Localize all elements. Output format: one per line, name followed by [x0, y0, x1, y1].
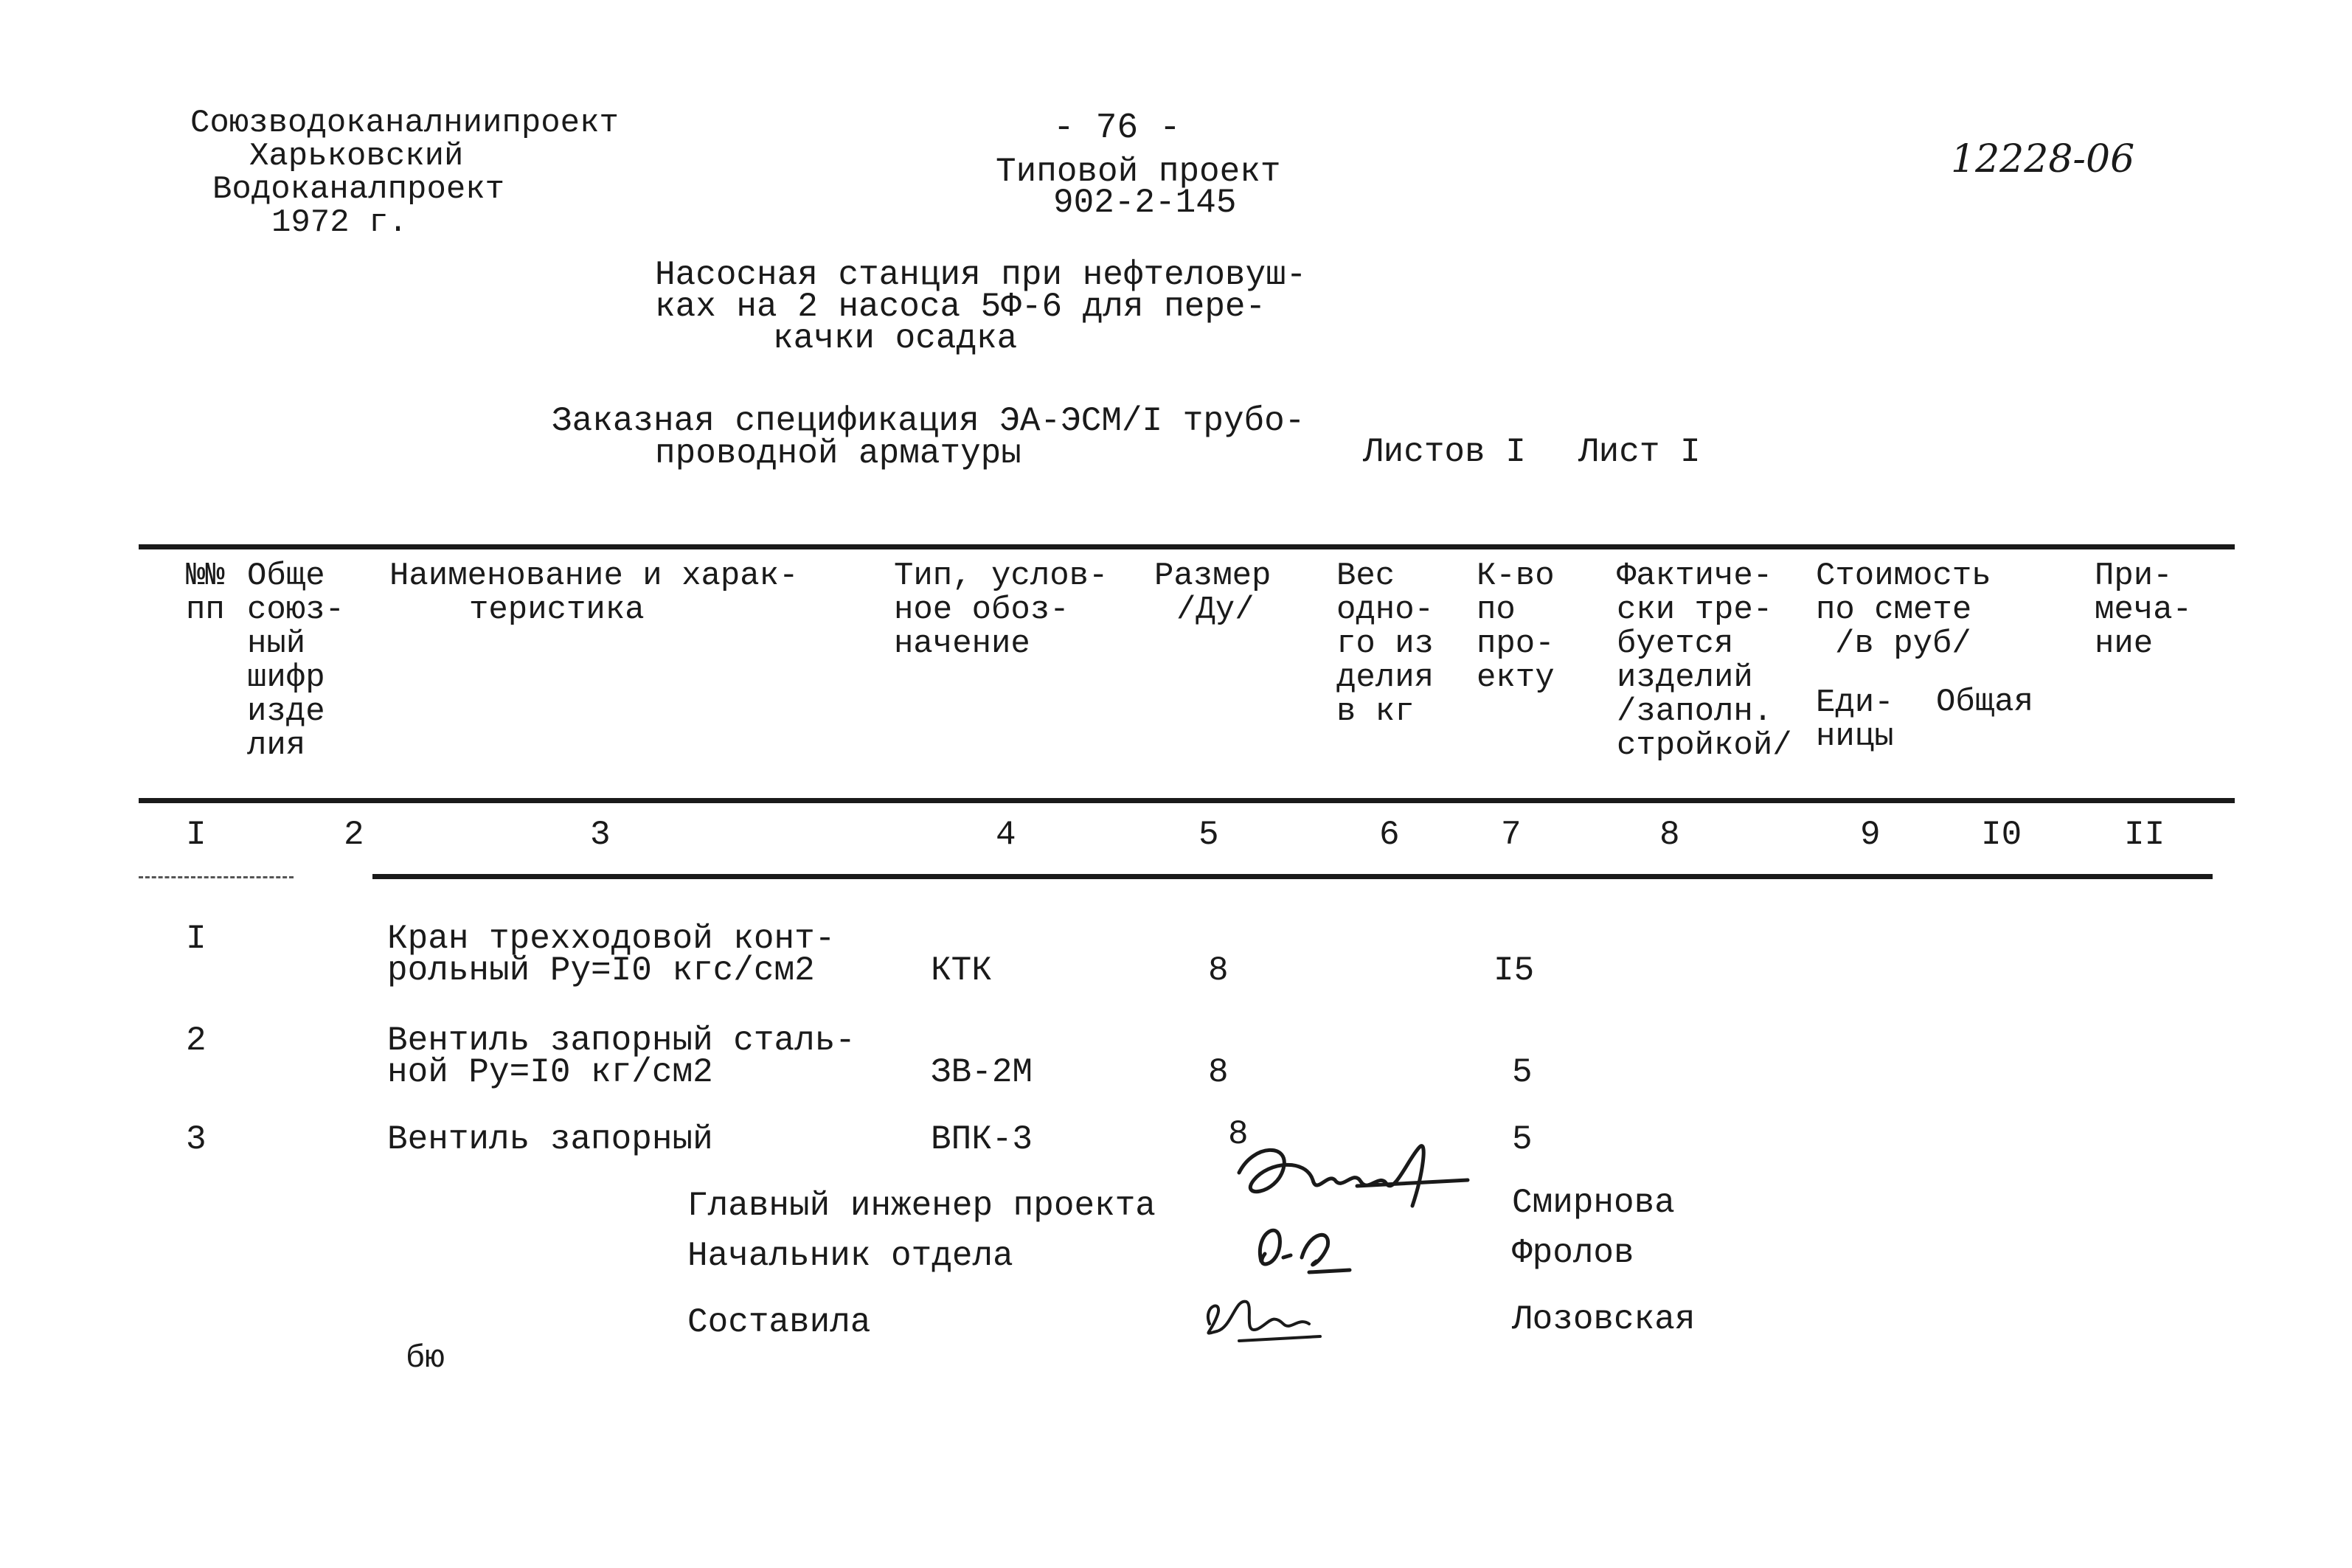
- page-number: - 76 -: [1053, 108, 1181, 148]
- col-number-1: I: [186, 816, 207, 854]
- row-name-line-1: Кран трехходовой конт-: [387, 920, 836, 958]
- row-size: 8: [1208, 1053, 1229, 1092]
- row-qty: 5: [1512, 1120, 1533, 1159]
- org-line-1: Союзводоканалниипроект: [190, 105, 619, 142]
- spec-line-2: проводной арматуры: [655, 434, 1021, 473]
- sheet-number: Лист I: [1578, 433, 1701, 471]
- signature-role-department-head: Начальник отдела: [687, 1237, 1013, 1275]
- signature-scribble-compiler: [1195, 1283, 1328, 1350]
- col-number-8: 8: [1659, 816, 1680, 854]
- signature-name-compiler: Лозовская: [1512, 1300, 1696, 1339]
- signature-scribble-department-head: [1239, 1202, 1357, 1283]
- table-top-rule: [139, 544, 2235, 549]
- signature-name-chief-engineer: Смирнова: [1512, 1184, 1675, 1222]
- row-name-line-1: Вентиль запорный сталь-: [387, 1021, 856, 1060]
- col-number-10: I0: [1981, 816, 2022, 854]
- row-size: 8: [1228, 1115, 1249, 1154]
- header-bottom-rule: [139, 798, 2235, 803]
- org-line-2: Харьковский: [249, 138, 464, 175]
- col-numbers-bottom-rule: [372, 874, 2213, 879]
- project-number: 902-2-145: [1053, 184, 1237, 222]
- row-number: I: [186, 920, 207, 958]
- header-col-5: Размер /Ду/: [1154, 558, 1272, 628]
- row-name-line-2: рольный Ру=I0 кгс/см2: [387, 951, 815, 990]
- header-col-1: №№ пп: [186, 558, 225, 628]
- header-col-7: К-во по про- екту: [1477, 558, 1555, 696]
- col-numbers-dash-left: [139, 876, 294, 878]
- row-name-line-1: Вентиль запорный: [387, 1120, 713, 1159]
- org-line-3: Водоканалпроект: [212, 171, 505, 208]
- spec-line-1: Заказная спецификация ЭА-ЭСМ/I трубо-: [552, 402, 1305, 440]
- row-qty: I5: [1494, 951, 1535, 990]
- title-line-2: ках на 2 насоса 5Ф-6 для пере-: [655, 288, 1266, 326]
- row-type: КТК: [931, 951, 992, 990]
- col-number-11: II: [2124, 816, 2165, 854]
- col-number-7: 7: [1501, 816, 1522, 854]
- project-type: Типовой проект: [996, 153, 1281, 191]
- row-size: 8: [1208, 951, 1229, 990]
- row-qty: 5: [1512, 1053, 1533, 1092]
- stamp-number: 12228-06: [1951, 137, 2135, 181]
- row-type: ЗВ-2М: [931, 1053, 1033, 1092]
- header-col-3: Наименование и харак- теристика: [389, 558, 799, 628]
- footer-mark: бю: [406, 1340, 445, 1377]
- row-type: ВПК-3: [931, 1120, 1033, 1159]
- signature-role-compiler: Составила: [687, 1303, 871, 1342]
- col-number-3: 3: [590, 816, 611, 854]
- title-line-1: Насосная станция при нефтеловуш-: [655, 256, 1307, 294]
- header-col-4: Тип, услов- ное обоз- начение: [894, 558, 1109, 662]
- col-number-9: 9: [1860, 816, 1881, 854]
- org-line-4: 1972 г.: [271, 204, 408, 241]
- row-number: 2: [186, 1021, 207, 1060]
- header-col-8: Фактиче- ски тре- буется изделий /заполн. стройкой/: [1617, 558, 1792, 764]
- header-col-11: При- меча- ние: [2095, 558, 2193, 662]
- row-name-line-2: ной Ру=I0 кг/см2: [387, 1053, 713, 1092]
- header-col-9-unit: Еди- ницы: [1816, 684, 1894, 755]
- col-number-5: 5: [1198, 816, 1219, 854]
- title-line-3: качки осадка: [773, 319, 1018, 358]
- header-col-9: Стоимость по смете /в руб/: [1816, 558, 1991, 662]
- col-number-6: 6: [1379, 816, 1400, 854]
- signature-role-chief-engineer: Главный инженер проекта: [687, 1187, 1156, 1225]
- col-number-4: 4: [996, 816, 1016, 854]
- header-col-10: Общая: [1936, 684, 2034, 721]
- header-col-2: Обще союз- ный шифр изде лия: [247, 558, 345, 764]
- col-number-2: 2: [344, 816, 364, 854]
- signature-name-department-head: Фролов: [1512, 1234, 1634, 1272]
- row-number: 3: [186, 1120, 207, 1159]
- sheets-total: Листов I: [1363, 433, 1526, 471]
- header-col-6: Вес одно- го из делия в кг: [1336, 558, 1435, 730]
